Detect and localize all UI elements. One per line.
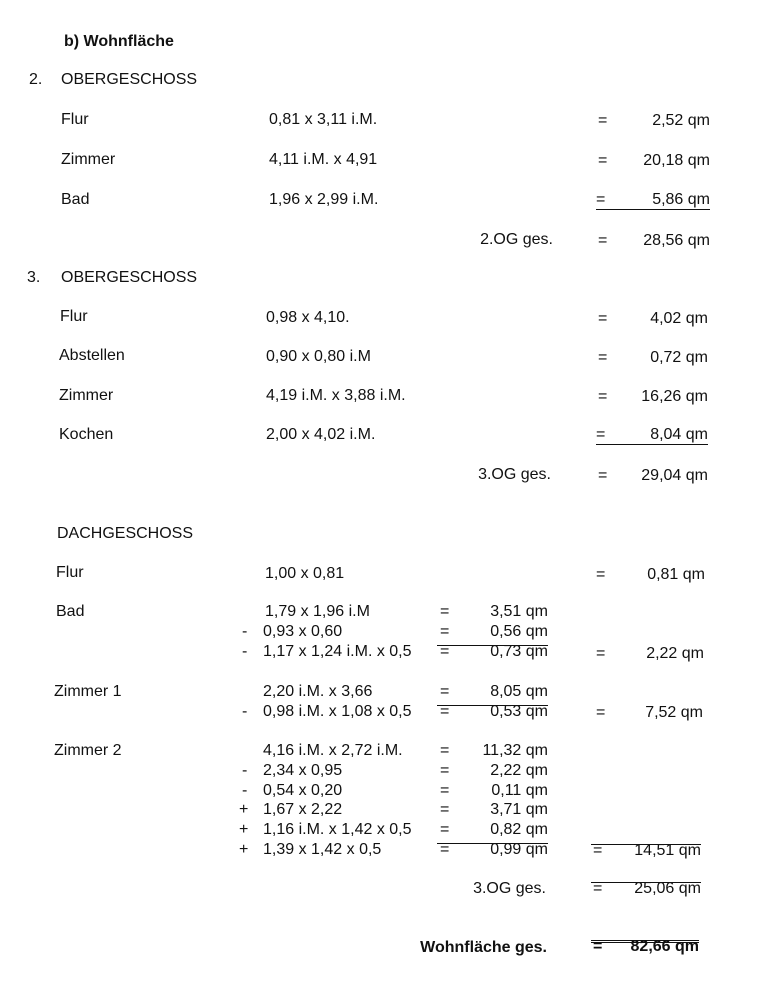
dg-bad-line-value: 0,56 qm — [490, 623, 548, 640]
og2-room-label: Flur — [61, 111, 89, 128]
og3-equals: = — [598, 349, 608, 366]
og3-room-calc: 0,90 x 0,80 i.M — [266, 348, 371, 365]
og2-heading: OBERGESCHOSS — [61, 71, 198, 88]
og3-room-result: 0,72 qm — [650, 349, 708, 366]
og3-equals: = — [598, 388, 608, 405]
dg-zimmer2-line-calc: 1,67 x 2,22 — [263, 801, 343, 818]
dg-zimmer1-subtotal-underline — [437, 703, 548, 720]
dg-bad-line-sign: - — [242, 623, 248, 640]
dg-zimmer2-label: Zimmer 2 — [54, 742, 122, 759]
og2-room-label: Zimmer — [61, 151, 116, 168]
dg-zimmer1-line-calc: 2,20 i.M. x 3,66 — [263, 683, 373, 700]
og2-total-label: 2.OG ges. — [480, 231, 553, 248]
og2-number: 2. — [29, 71, 43, 88]
grand-total-equals: = — [593, 938, 603, 955]
og3-room-label: Kochen — [59, 426, 114, 443]
dg-zimmer1-label: Zimmer 1 — [54, 683, 122, 700]
dg-zimmer2-line-equals: = — [440, 841, 450, 858]
dg-zimmer2-line-value: 11,32 qm — [482, 742, 548, 759]
grand-total-underline — [591, 938, 699, 955]
og2-room-calc: 4,11 i.M. x 4,91 — [269, 151, 378, 168]
og2-total-equals: = — [598, 232, 608, 249]
dg-zimmer2-line-sign: - — [242, 782, 248, 799]
dg-zimmer2-line-value: 0,82 qm — [490, 821, 548, 838]
dg-zimmer2-line-equals: = — [440, 742, 450, 759]
og3-room-label: Flur — [60, 308, 88, 325]
dg-zimmer2-line-calc: 2,34 x 0,95 — [263, 762, 343, 779]
og2-room-result: 2,52 qm — [652, 112, 710, 129]
og3-room-label: Abstellen — [59, 347, 125, 364]
dg-zimmer2-line-value: 3,71 qm — [490, 801, 548, 818]
dg-zimmer2-line-value: 2,22 qm — [490, 762, 548, 779]
dg-total-value: 25,06 qm — [634, 880, 701, 897]
dg-bad-line-equals: = — [440, 643, 450, 660]
dg-bad-label: Bad — [56, 603, 85, 620]
grand-total-label: Wohnfläche ges. — [420, 939, 547, 956]
dg-zimmer2-line-equals: = — [440, 762, 450, 779]
dg-bad-line-calc: 0,93 x 0,60 — [263, 623, 343, 640]
dg-zimmer1-line-sign: - — [242, 703, 248, 720]
og2-room-calc: 0,81 x 3,11 i.M. — [269, 111, 378, 128]
dg-zimmer1-result: 7,52 qm — [645, 704, 703, 721]
og3-room-calc: 0,98 x 4,10. — [266, 309, 350, 326]
dg-zimmer2-line-value: 0,11 qm — [491, 782, 548, 799]
dg-zimmer2-subtotal-underline — [437, 841, 548, 858]
og3-last-row-underline — [596, 427, 708, 445]
dg-bad-line-sign: - — [242, 643, 248, 660]
dg-zimmer2-line-calc: 1,39 x 1,42 x 0,5 — [263, 841, 382, 858]
dg-zimmer2-result-underline — [591, 842, 701, 859]
dg-zimmer1-line-calc: 0,98 i.M. x 1,08 x 0,5 — [263, 703, 412, 720]
dg-bad-line-equals: = — [440, 603, 450, 620]
og2-equals: = — [596, 191, 606, 208]
og3-number: 3. — [27, 269, 41, 286]
og2-room-label: Bad — [61, 191, 90, 208]
dg-zimmer1-line-equals: = — [440, 683, 450, 700]
og2-room-result: 20,18 qm — [643, 152, 710, 169]
dg-flur-result: 0,81 qm — [647, 566, 705, 583]
og3-total-label: 3.OG ges. — [478, 466, 551, 483]
og2-room-result: 5,86 qm — [652, 191, 710, 208]
og3-room-calc: 4,19 i.M. x 3,88 i.M. — [266, 387, 406, 404]
dg-zimmer1-line-value: 0,53 qm — [490, 703, 548, 720]
og2-room-calc: 1,96 x 2,99 i.M. — [269, 191, 379, 208]
dg-bad-result: 2,22 qm — [646, 645, 704, 662]
dg-bad-line-value: 3,51 qm — [490, 603, 548, 620]
dg-zimmer2-line-calc: 0,54 x 0,20 — [263, 782, 343, 799]
og3-equals: = — [596, 426, 606, 443]
dg-flur-label: Flur — [56, 564, 84, 581]
og3-room-label: Zimmer — [59, 387, 114, 404]
dg-bad-line-value: 0,73 qm — [490, 643, 548, 660]
dg-zimmer1-line-equals: = — [440, 703, 450, 720]
dg-zimmer2-line-sign: + — [239, 801, 249, 818]
dg-zimmer2-line-sign: + — [239, 821, 249, 838]
og3-total-equals: = — [598, 467, 608, 484]
dg-flur-equals: = — [596, 566, 606, 583]
dg-zimmer2-line-sign: + — [239, 841, 249, 858]
og3-room-result: 8,04 qm — [650, 426, 708, 443]
dg-bad-line-calc: 1,17 x 1,24 i.M. x 0,5 — [263, 643, 412, 660]
dg-zimmer2-line-calc: 4,16 i.M. x 2,72 i.M. — [263, 742, 403, 759]
dg-flur-calc: 1,00 x 0,81 — [265, 565, 345, 582]
dg-zimmer1-line-value: 8,05 qm — [490, 683, 548, 700]
dg-zimmer2-line-equals: = — [440, 821, 450, 838]
dg-bad-line-calc: 1,79 x 1,96 i.M — [265, 603, 370, 620]
dg-total-label: 3.OG ges. — [473, 880, 546, 897]
og3-total-value: 29,04 qm — [641, 467, 708, 484]
og2-total-value: 28,56 qm — [643, 232, 710, 249]
dg-bad-equals: = — [596, 645, 606, 662]
og2-last-row-underline — [596, 192, 710, 210]
section-title: b) Wohnfläche — [64, 33, 174, 50]
dg-zimmer2-line-equals: = — [440, 801, 450, 818]
og3-heading: OBERGESCHOSS — [61, 269, 198, 286]
dg-zimmer2-line-equals: = — [440, 782, 450, 799]
dg-zimmer2-line-sign: - — [242, 762, 248, 779]
dg-zimmer2-line-calc: 1,16 i.M. x 1,42 x 0,5 — [263, 821, 412, 838]
dg-bad-subtotal-underline — [437, 643, 548, 660]
og3-room-result: 4,02 qm — [650, 310, 708, 327]
grand-total-value: 82,66 qm — [630, 938, 699, 955]
dg-heading: DACHGESCHOSS — [57, 525, 194, 542]
dg-zimmer1-equals: = — [596, 704, 606, 721]
dg-zimmer2-equals: = — [593, 842, 603, 859]
og3-room-calc: 2,00 x 4,02 i.M. — [266, 426, 376, 443]
dg-zimmer2-line-value: 0,99 qm — [490, 841, 548, 858]
og2-equals: = — [598, 152, 608, 169]
dg-total-underline — [591, 880, 701, 897]
og3-room-result: 16,26 qm — [641, 388, 708, 405]
dg-bad-line-equals: = — [440, 623, 450, 640]
dg-zimmer2-result: 14,51 qm — [634, 842, 701, 859]
dg-total-equals: = — [593, 880, 603, 897]
og3-equals: = — [598, 310, 608, 327]
og2-equals: = — [598, 112, 608, 129]
